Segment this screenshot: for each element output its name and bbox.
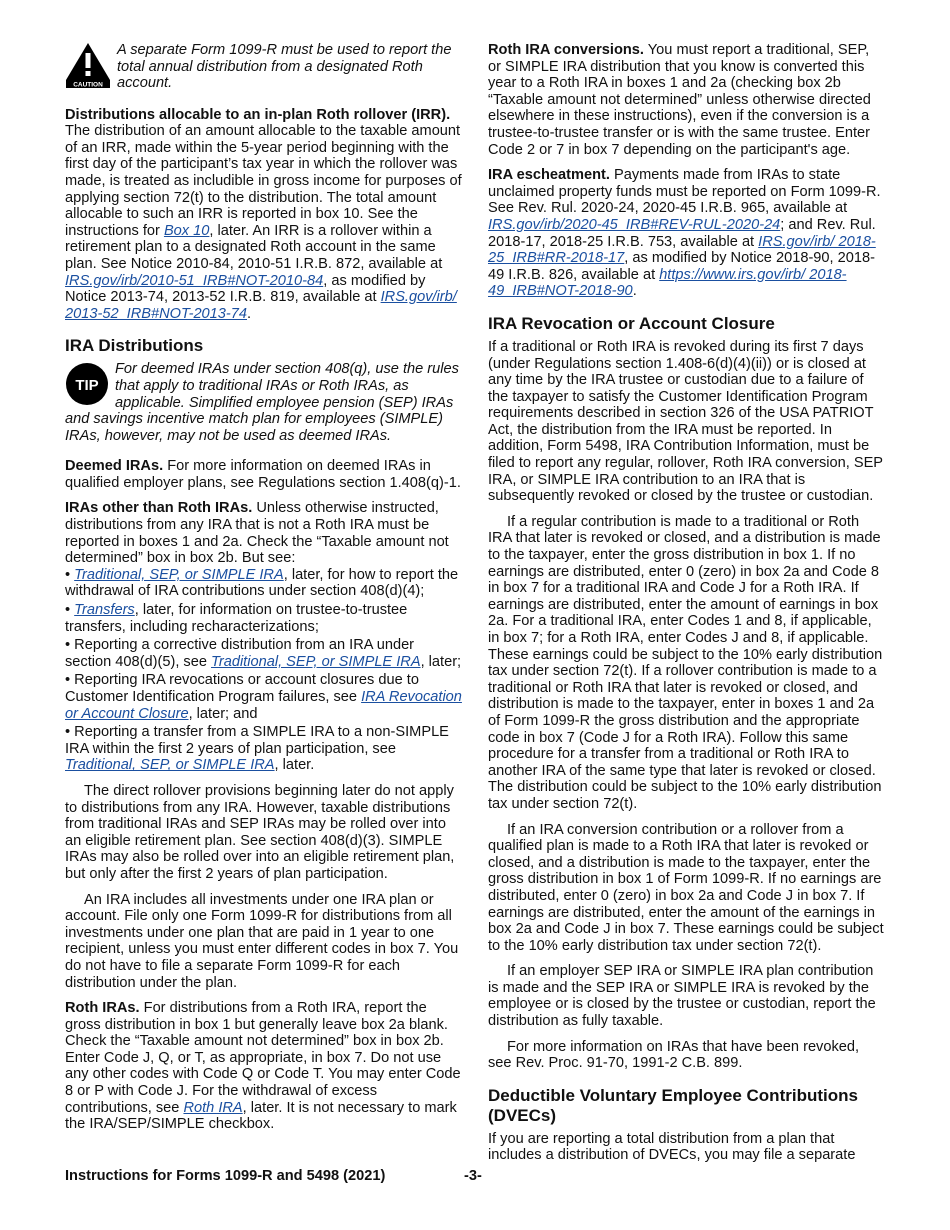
traditional-sep-simple-link[interactable]: Traditional, SEP, or SIMPLE IRA — [74, 566, 284, 583]
deemed-ira-heading: Deemed IRAs. — [65, 458, 164, 475]
traditional-sep-simple-link[interactable]: Traditional, SEP, or SIMPLE IRA — [65, 757, 275, 774]
tip-icon — [65, 362, 109, 406]
revocation-paragraph-3: If an IRA conversion contribution or a rollover from a qualified plan is made to a Roth IRA that later is revoked or closed, and a distribution is made to the taxpayer, enter the gross distribution in box 1 of Form 1099-R. If no earnings are distributed, enter 0 (zero) in box 2a and Code J in box 7. If earnings are distributed, enter the amount of the earnings in box 2a and Code J in box 7. These earnings could be subject to the 10% early distribution tax under section 72(t). — [488, 821, 884, 954]
ira-distributions-heading: IRA Distributions — [65, 336, 204, 356]
deemed-ira-paragraph: Deemed IRAs. For more information on deemed IRAs in qualified employer plans, see Regulations section 1.408(q)-1. — [65, 458, 461, 491]
right-column — [488, 42, 886, 1173]
tip-text: For deemed IRAs under section 408(q), use the rules that apply to traditional IRAs or Roth IRAs, as applicable. Simplified employee pension (SEP) IRAs and savings incentive match plan for employees (SIMPLE) IRAs, however, may not be used as deemed IRAs. — [65, 361, 459, 444]
revocation-paragraph-4: If an employer SEP IRA or SIMPLE IRA plan contribution is made and the SEP IRA or SIMPLE IRA is revoked by the employee or is closed by the trustee or custodian, report the distribution as fully taxable. — [488, 963, 876, 1030]
rev-rul-2020-24-link[interactable]: IRS.gov/irb/2020-45_IRB#REV-RUL-2020-24 — [488, 216, 781, 233]
escheatment-paragraph: IRA escheatment. Payments made from IRAs to state unclaimed property funds must be reported on Form 1099-R. See Rev. Rul. 2020-24, 2020-45 I.R.B. 965, available at IRS.gov/irb/2020-45_IRB#REV-RUL-2020-24; and Rev. Rul. 2018-17, 2018-25 I.R.B. 753, available at IRS.gov/irb/ 2018-25_IRB#RR-2018-17, as modified by Notice 2018-90, 2018-49 I.R.B. 826, available at https://www.irs.gov/irb/ 2018-49_IRB#NOT-2018-90. — [488, 167, 881, 300]
direct-rollover-paragraph: The direct rollover provisions beginning later do not apply to distributions from any IRA. However, taxable distributions from traditional IRAs and SEP IRAs may be rolled over into an eligible retirement plan. See section 408(d)(3). SIMPLE IRAs may also be rolled over into an eligible retirement plan, but only after the first 2 years of plan participation. — [65, 782, 455, 882]
bullet-item: • Reporting a corrective distribution from an IRA under section 408(d)(5), see Traditional, SEP, or SIMPLE IRA, later; — [65, 637, 462, 670]
footer-title: Instructions for Forms 1099-R and 5498 (2021) — [65, 1168, 386, 1184]
dvec-paragraph: If you are reporting a total distribution from a plan that includes a distribution of DVECs, you may file a separate — [488, 1130, 856, 1164]
bullet-item: • Transfers, later, for information on trustee-to-trustee transfers, including recharacterizations; — [65, 602, 408, 635]
bullet-item: • Traditional, SEP, or SIMPLE IRA, later, for how to report the withdrawal of IRA contributions under section 408(d)(4); — [65, 566, 459, 600]
roth-conversions-heading: Roth IRA conversions. — [488, 42, 644, 58]
escheatment-heading: IRA escheatment. — [488, 167, 610, 184]
notice-2010-84-link[interactable]: IRS.gov/irb/2010-51_IRB#NOT-2010-84 — [65, 272, 324, 289]
rr-2018-17-link[interactable]: IRS.gov/irb/ 2018-25_IRB#RR-2018-17 — [488, 233, 876, 267]
dvec-heading: Deductible Voluntary Employee Contributions (DVECs) — [488, 1085, 858, 1125]
roth-ira-link[interactable]: Roth IRA — [183, 1099, 243, 1116]
roth-ira-heading: Roth IRAs. — [65, 1000, 140, 1017]
transfers-link[interactable]: Transfers — [74, 602, 135, 619]
ira-revocation-heading: IRA Revocation or Account Closure — [488, 313, 775, 333]
tip-label: TIP — [75, 377, 99, 395]
irr-heading: Distributions allocable to an in-plan Roth rollover (IRR). — [65, 106, 451, 123]
bullet-item: • Reporting a transfer from a SIMPLE IRA to a non-SIMPLE IRA within the first 2 years of plan participation, see Traditional, SEP, or SIMPLE IRA, later. — [65, 724, 449, 774]
ira-includes-paragraph: An IRA includes all investments under one IRA plan or account. File only one Form 1099-R for distributions from all investments under one plan that are paid in 1 year to one recipient, unless you must enter different codes in box 7. You do not have to file a separate Form 1099-R for each distribution under the plan. — [65, 891, 459, 991]
caution-note — [65, 42, 462, 93]
revocation-paragraph-2: If a regular contribution is made to a traditional or Roth IRA that later is revoked or closed, and a distribution is made to the taxpayer, enter the gross distribution in box 1. If no earnings are distributed, enter 0 (zero) in box 2a and Code 8 in box 7 for a traditional IRA and Code J for a Roth IRA. If earnings are distributed, enter the amount of earnings in box 2a. For a traditional IRA, enter Codes 1 and 8, if applicable, in box 7; for a Roth IRA, enter Codes J and 8, if applicable. These earnings could be subject to the 10% early distribution tax under section 72(t). If a rollover contribution is made to a traditional or Roth IRA that later is revoked or closed, and distribution is made to the taxpayer, enter in boxes 1 and 2a of Form 1099-R the gross distribution and the appropriate code in box 7 (Code J for a Roth IRA). Follow this same procedure for a transfer from a traditional or Roth IRA to another IRA of the same type that later is revoked or closed. The distribution could be subject to the 10% early distribution tax under section 72(t). — [488, 513, 883, 812]
traditional-sep-simple-link[interactable]: Traditional, SEP, or SIMPLE IRA — [211, 653, 421, 670]
other-than-roth-paragraph: IRAs other than Roth IRAs. Unless otherwise instructed, distributions from any IRA that is not a Roth IRA must be reported in boxes 1 and 2a. Check the “Taxable amount not determined” box in box 2b. But see: — [65, 500, 449, 567]
ira-revocation-link[interactable]: IRA Revocation or Account Closure — [65, 689, 462, 722]
box-10-link[interactable]: Box 10 — [163, 222, 210, 239]
roth-conversions-paragraph: Roth IRA conversions. You must report a traditional, SEP, or SIMPLE IRA distribution that you know is converted this year to a Roth IRA in boxes 1 and 2a (checking box 2b “Taxable amount not determined” unless otherwise directed elsewhere in these instructions), even if the conversion is a trustee-to-trustee transfer or is with the same trustee. Enter Code 2 or 7 in box 7 depending on the participant's age. — [488, 42, 871, 158]
notice-2018-90-link[interactable]: https://www.irs.gov/irb/ 2018-49_IRB#NOT-2018-90 — [488, 266, 847, 300]
revocation-paragraph-1: If a traditional or Roth IRA is revoked during its first 7 days (under Regulations section 1.408-6(d)(4)(ii)) or is closed at any time by the IRA trustee or custodian due to a failure of the taxpayer to satisfy the Customer Identification Program requirements described in section 326 of the USA PATRIOT Act, the distribution from the IRA must be reported. In addition, Form 5498, IRA Contribution Information, must be filed to report any regular, rollover, Roth IRA conversion, SEP IRA, or SIMPLE IRA contribution to an IRA that is subsequently revoked or closed by the trustee or custodian. — [488, 338, 883, 505]
caution-label: CAUTION — [73, 81, 103, 88]
other-than-roth-heading: IRAs other than Roth IRAs. — [65, 500, 253, 517]
roth-ira-paragraph: Roth IRAs. For distributions from a Roth IRA, report the gross distribution in box 1 but generally leave box 2a blank. Check the “Taxable amount not determined” box in box 2b. Enter Code J, Q, or T, as appropriate, in box 7. Do not use any other codes with Code Q or Code T. You may enter Code 8 or P with Code J. For the withdrawal of excess contributions, see Roth IRA, later. It is not necessary to mark the IRA/SEP/SIMPLE checkbox. — [65, 1000, 461, 1133]
caution-icon — [65, 42, 117, 93]
tip-note — [65, 361, 462, 444]
revocation-paragraph-5: For more information on IRAs that have been revoked, see Rev. Proc. 91-70, 1991-2 C.B. 899. — [488, 1038, 860, 1072]
notice-2013-74-link[interactable]: IRS.gov/irb/ 2013-52_IRB#NOT-2013-74 — [65, 289, 457, 322]
bullet-item: • Reporting IRA revocations or account closures due to Customer Identification Program failures, see IRA Revocation or Account Closure, later; and — [65, 672, 462, 722]
page-number: -3- — [464, 1168, 482, 1184]
irr-paragraph: Distributions allocable to an in-plan Roth rollover (IRR). The distribution of an amount allocable to the taxable amount of an IRR, made within the 5-year period beginning with the first day of the participant’s tax year in which the rollover was made, is treated as includible in gross income for purposes of applying section 72(t) to the distribution. The total amount allocable to such an IRR is reported in box 10. See the instructions for Box 10, later. An IRR is a rollover within a retirement plan to a designated Roth account in the same plan. See Notice 2010-84, 2010-51 I.R.B. 872, available at IRS.gov/irb/2010-51_IRB#NOT-2010-84, as modified by Notice 2013-74, 2013-52 I.R.B. 819, available at IRS.gov/irb/ 2013-52_IRB#NOT-2013-74. — [65, 106, 462, 322]
left-column — [65, 42, 462, 1142]
caution-text: A separate Form 1099-R must be used to report the total annual distribution from a designated Roth account. — [117, 42, 452, 92]
